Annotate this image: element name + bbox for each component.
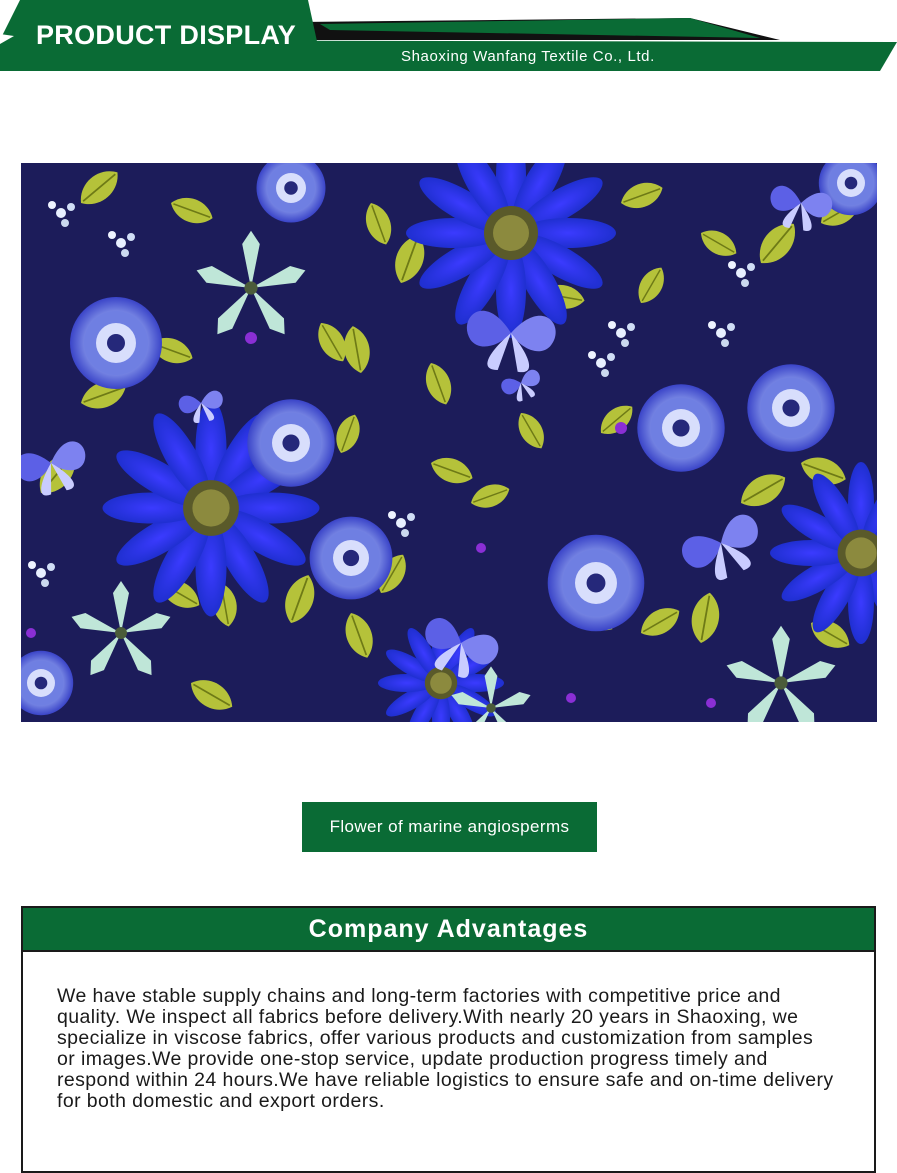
product-caption: Flower of marine angiosperms [302, 802, 597, 852]
advantages-panel [21, 906, 876, 1173]
page-title: PRODUCT DISPLAY [36, 20, 297, 50]
company-name: Shaoxing Wanfang Textile Co., Ltd. [401, 48, 655, 65]
advantages-body: We have stable supply chains and long-term factories with competitive price and quality. We inspect all fabrics before delivery.With nearly 20 years in Shaoxing, we specialize in viscose fabrics, offer various products and customization from samples or images.We provide one-stop service, update production progress timely and respond within 24 hours.We have reliable logistics to ensure safe and on-time delivery for both domestic and export orders. [57, 985, 834, 1112]
fabric-print-image [21, 163, 877, 722]
header-banner [0, 0, 897, 72]
floral-pattern [21, 163, 877, 722]
advantages-heading: Company Advantages [23, 908, 874, 952]
